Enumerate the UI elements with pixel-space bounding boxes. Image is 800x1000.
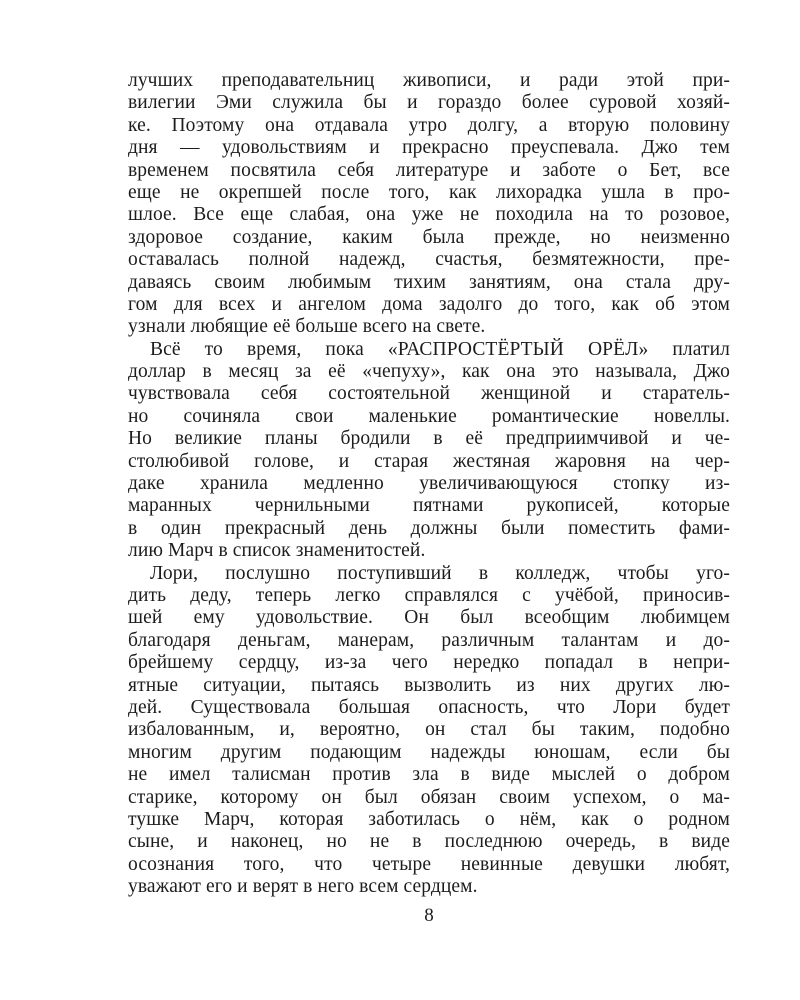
text-line: временем посвятила себя литературе и заботе о Бет, все bbox=[128, 159, 730, 181]
text-line: оставалась полной надежд, счастья, безмятежности, пре- bbox=[128, 249, 730, 271]
text-line: доллар в месяц за её «чепуху», как она это называла, Джо bbox=[128, 361, 730, 383]
text-line: дей. Существовала большая опасность, что Лори будет bbox=[128, 696, 730, 718]
text-line: уважают его и верят в него всем сердцем. bbox=[128, 876, 478, 898]
text-line: даваясь своим любимым тихим занятиям, она стала дру- bbox=[128, 271, 730, 293]
text-line: лучших преподавательниц живописи, и ради этой при- bbox=[128, 70, 730, 91]
text-line: гом для всех и ангелом дома задолго до того, как об этом bbox=[128, 293, 730, 315]
text-line: брейшему сердцу, из-за чего нередко попадал в непри- bbox=[128, 652, 730, 674]
text-line: в один прекрасный день должны были поместить фами- bbox=[128, 517, 730, 539]
text-line: Лори, послушно поступивший в колледж, чтобы уго- bbox=[150, 562, 730, 584]
text-line: осознания того, что четыре невинные девушки любят, bbox=[128, 853, 730, 875]
paragraph bbox=[128, 339, 730, 563]
text-line: многим другим подающим надежды юношам, если бы bbox=[128, 741, 730, 763]
text-line: избалованным, и, вероятно, он стал бы таким, подобно bbox=[128, 719, 730, 741]
text-line: старике, которому он был обязан своим успехом, о ма- bbox=[128, 786, 730, 808]
text-line: дня — удовольствиям и прекрасно преуспевала. Джо тем bbox=[128, 137, 730, 159]
text-line: тушке Марч, которая заботилась о нём, как о родном bbox=[128, 808, 730, 830]
text-line: столюбивой голове, и старая жестяная жаровня на чер- bbox=[128, 450, 730, 472]
text-line: Всё то время, пока «РАСПРОСТЁРТЫЙ ОРЁЛ» платил bbox=[150, 338, 730, 360]
text-line: дить деду, теперь легко справлялся с учёбой, приносив- bbox=[128, 584, 730, 606]
text-line: лию Марч в список знаменитостей. bbox=[128, 540, 426, 562]
paragraph bbox=[128, 70, 730, 339]
text-line: здоровое создание, каким была прежде, но неизменно bbox=[128, 226, 730, 248]
text-line: вилегии Эми служила бы и гораздо более суровой хозяй- bbox=[128, 92, 730, 114]
text-line: благодаря деньгам, манерам, различным талантам и до- bbox=[128, 629, 730, 651]
text-line: даке хранила медленно увеличивающуюся стопку из- bbox=[128, 473, 730, 495]
text-line: но сочиняла свои маленькие романтические новеллы. bbox=[128, 405, 730, 427]
text-line: ке. Поэтому она отдавала утро долгу, а вторую половину bbox=[128, 114, 730, 136]
text-line: шей ему удовольствие. Он был всеобщим любимцем bbox=[128, 607, 730, 629]
text-line: не имел талисман против зла в виде мыслей о добром bbox=[128, 764, 730, 786]
text-line: маранных чернильными пятнами рукописей, которые bbox=[128, 495, 730, 517]
text-line: сыне, и наконец, но не в последнюю очередь, в виде bbox=[128, 831, 730, 853]
text-line: узнали любящие её больше всего на свете. bbox=[128, 316, 486, 338]
page-number: 8 bbox=[424, 905, 434, 926]
text-line: Но великие планы бродили в её предприимчивой и че- bbox=[128, 428, 730, 450]
paragraph bbox=[128, 563, 730, 899]
text-block bbox=[128, 70, 730, 898]
text-line: ятные ситуации, пытаясь вызволить из них других лю- bbox=[128, 674, 730, 696]
text-line: чувствовала себя состоятельной женщиной и старатель- bbox=[128, 383, 730, 405]
text-line: шлое. Все еще слабая, она уже не походила на то розовое, bbox=[128, 204, 730, 226]
text-line: еще не окрепшей после того, как лихорадка ушла в про- bbox=[128, 181, 730, 203]
